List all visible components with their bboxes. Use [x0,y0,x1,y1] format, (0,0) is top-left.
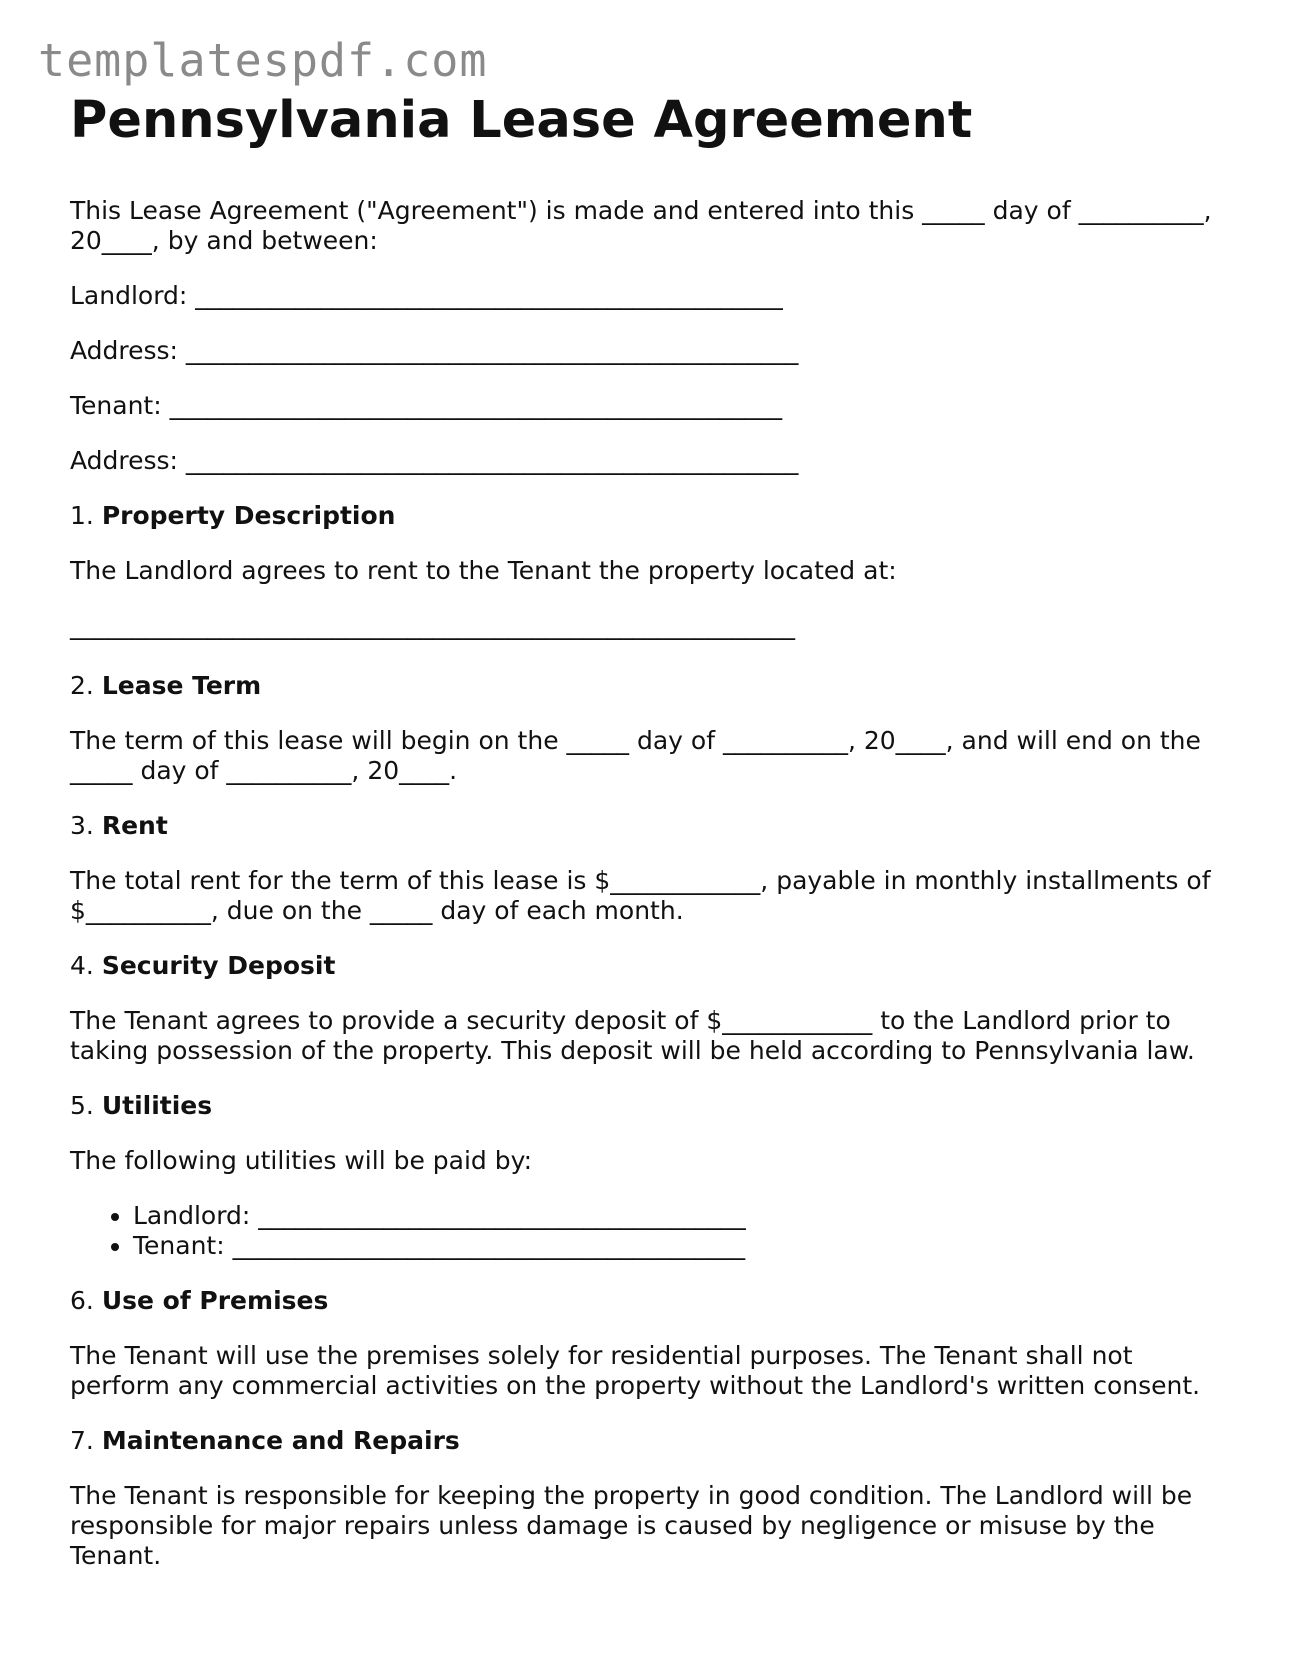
security-deposit-paragraph: The Tenant agrees to provide a security deposit of $____________ to the Landlord prior to taking possession of the property. This deposit will be held according to Pennsylvania law. [70,1006,1195,1065]
section-title: Maintenance and Repairs [101,1426,460,1455]
section-number: 1. [70,501,102,530]
section-title: Lease Term [101,671,262,700]
landlord-address-field: Address: _________________________________________________ [70,336,799,365]
tenant-name-field: Tenant: _________________________________________________ [70,391,783,420]
section-title: Rent [101,811,168,840]
section-heading-security-deposit [70,951,1230,981]
property-paragraph: The Landlord agrees to rent to the Tenant the property located at: [70,556,897,585]
utilities-tenant-item: • Tenant: _________________________________________ [133,1231,1230,1261]
watermark: templatespdf.com [38,34,488,87]
rent-paragraph: The total rent for the term of this lease is $____________, payable in monthly installments of $__________, due on the _____ day of each month. [70,866,1219,925]
utilities-list [70,1201,1230,1261]
section-title: Use of Premises [101,1286,329,1315]
section-number: 2. [70,671,102,700]
section-number: 6. [70,1286,102,1315]
section-heading-maintenance [70,1426,1230,1456]
utilities-paragraph: The following utilities will be paid by: [70,1146,533,1175]
page-title: Pennsylvania Lease Agreement [70,91,973,150]
section-heading-utilities [70,1091,1230,1121]
utilities-landlord-item: • Landlord: _______________________________________ [133,1201,1230,1231]
section-title: Security Deposit [101,951,336,980]
tenant-address-field: Address: _________________________________________________ [70,446,799,475]
section-number: 3. [70,811,102,840]
section-heading-rent [70,811,1230,841]
section-heading-property [70,501,1230,531]
section-title: Property Description [101,501,396,530]
use-of-premises-paragraph: The Tenant will use the premises solely for residential purposes. The Tenant shall not perform any commercial activities on the property without the Landlord's written consent. [70,1341,1201,1400]
section-heading-lease-term [70,671,1230,701]
lease-term-paragraph: The term of this lease will begin on the _____ day of __________, 20____, and will end on the _____ day of __________, 20____. [70,726,1209,785]
section-number: 5. [70,1091,102,1120]
property-address-blank: __________________________________________________________ [70,611,795,640]
section-heading-use-of-premises [70,1286,1230,1316]
section-title: Utilities [101,1091,213,1120]
section-number: 7. [70,1426,102,1455]
intro-paragraph: This Lease Agreement ("Agreement") is made and entered into this _____ day of __________, 20____, by and between: [70,196,1220,255]
landlord-name-field: Landlord: _______________________________________________ [70,281,783,310]
section-number: 4. [70,951,102,980]
maintenance-paragraph: The Tenant is responsible for keeping the property in good condition. The Landlord will be responsible for major repairs unless damage is caused by negligence or misuse by the Tenant. [70,1481,1201,1570]
document-page [70,86,1230,1596]
